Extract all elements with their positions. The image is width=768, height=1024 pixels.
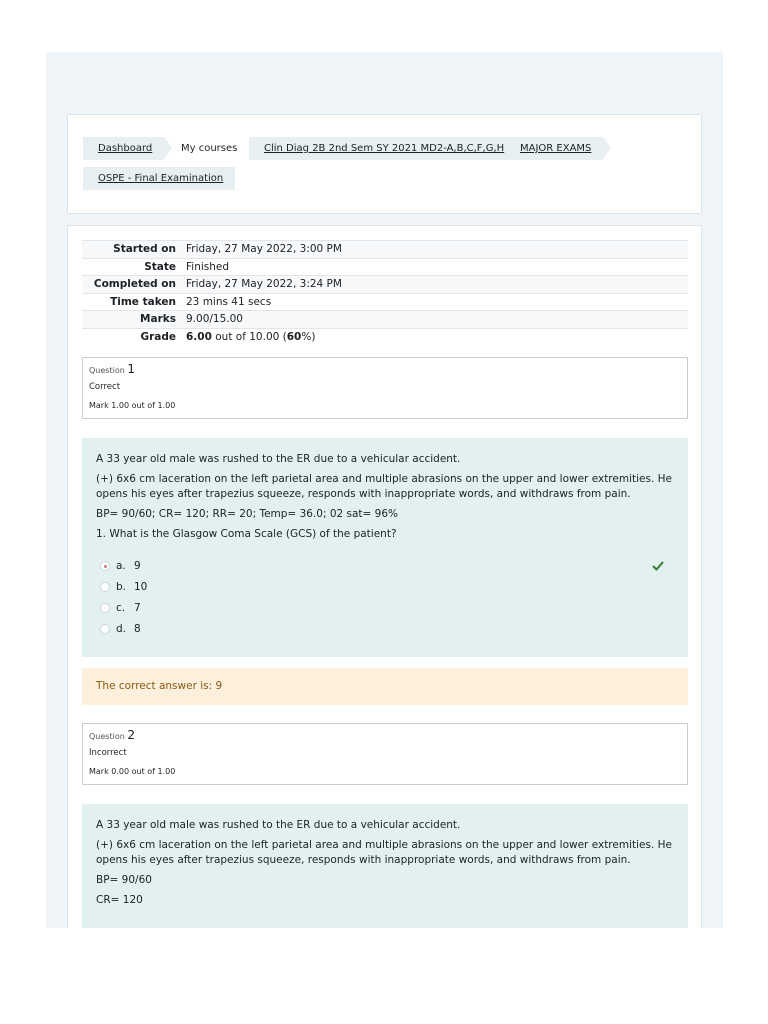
question-number — [89, 728, 681, 742]
quiz-review-card — [67, 225, 702, 928]
summary-row — [82, 311, 688, 329]
answer-option-a[interactable] — [96, 556, 674, 577]
question-text-line: A 33 year old male was rushed to the ER due to a vehicular accident. — [96, 819, 461, 831]
question-grade: Mark 1.00 out of 1.00 — [89, 401, 176, 410]
question-label: Question — [89, 366, 125, 375]
question-2-info — [82, 723, 688, 785]
grade-value — [182, 328, 688, 346]
question-state: Incorrect — [89, 748, 127, 758]
summary-key: Started on — [82, 241, 182, 259]
summary-key: Completed on — [82, 276, 182, 294]
summary-key: Time taken — [82, 293, 182, 311]
question-text-line: A 33 year old male was rushed to the ER due to a vehicular accident. — [96, 453, 461, 465]
breadcrumb-my-courses: My courses — [181, 143, 238, 154]
breadcrumb-major-exams[interactable]: MAJOR EXAMS — [505, 137, 603, 160]
breadcrumb-card — [67, 114, 702, 214]
summary-value: 9.00/15.00 — [182, 311, 688, 329]
answer-text: 7 — [134, 602, 141, 614]
radio-icon[interactable] — [100, 624, 110, 634]
answer-letter: a. — [116, 560, 126, 572]
summary-value: 23 mins 41 secs — [182, 293, 688, 311]
correct-check-icon — [652, 560, 664, 572]
summary-value: Friday, 27 May 2022, 3:00 PM — [182, 241, 688, 259]
question-2-content — [82, 804, 688, 928]
grade-out-of: out of 10.00 ( — [211, 331, 287, 343]
summary-key: Grade — [82, 328, 182, 346]
summary-value: Finished — [182, 258, 688, 276]
grade-score: 6.00 — [186, 331, 212, 343]
question-1-feedback: The correct answer is: 9 — [82, 668, 688, 705]
answer-text: 8 — [134, 623, 141, 635]
answer-letter: c. — [116, 602, 126, 614]
radio-selected-icon[interactable] — [100, 561, 110, 571]
summary-row — [82, 258, 688, 276]
summary-row — [82, 276, 688, 294]
answer-list — [96, 556, 674, 640]
question-text-line: BP= 90/60; CR= 120; RR= 20; Temp= 36.0; 02 sat= 96% — [96, 508, 399, 520]
question-text-line: (+) 6x6 cm laceration on the left parietal area and multiple abrasions on the upper and lower extremities. He opens his eyes after trapezius squeeze, responds with inappropriate words, and withdraws from pain. — [96, 473, 672, 500]
breadcrumb-dashboard[interactable]: Dashboard — [83, 137, 164, 160]
page-region — [46, 52, 723, 928]
summary-value: Friday, 27 May 2022, 3:24 PM — [182, 276, 688, 294]
question-label: Question — [89, 732, 125, 741]
breadcrumb-ospe-final[interactable]: OSPE - Final Examination — [83, 167, 235, 190]
question-grade: Mark 0.00 out of 1.00 — [89, 767, 176, 776]
summary-row-grade — [82, 328, 688, 346]
question-text-line: CR= 120 — [96, 894, 143, 906]
summary-row — [82, 293, 688, 311]
attempt-summary-table — [82, 240, 688, 346]
answer-letter: b. — [116, 581, 127, 593]
question-prompt: 1. What is the Glasgow Coma Scale (GCS) of the patient? — [96, 528, 397, 540]
question-number-value: 2 — [127, 728, 135, 742]
answer-option-c[interactable] — [96, 598, 674, 619]
question-text-line: BP= 90/60 — [96, 874, 152, 886]
question-state: Correct — [89, 382, 121, 392]
answer-letter: d. — [116, 623, 127, 635]
summary-key: Marks — [82, 311, 182, 329]
grade-suffix: %) — [301, 331, 316, 343]
answer-option-b[interactable] — [96, 577, 674, 598]
question-1-info — [82, 357, 688, 419]
question-number — [89, 362, 681, 376]
radio-icon[interactable] — [100, 582, 110, 592]
question-1-content — [82, 438, 688, 657]
answer-text: 10 — [134, 581, 148, 593]
question-text-line: (+) 6x6 cm laceration on the left parietal area and multiple abrasions on the upper and lower extremities. He opens his eyes after trapezius squeeze, responds with inappropriate words, and withdraws from pain. — [96, 839, 672, 866]
answer-option-d[interactable] — [96, 619, 674, 640]
answer-text: 9 — [134, 560, 141, 572]
radio-icon[interactable] — [100, 603, 110, 613]
question-number-value: 1 — [127, 362, 135, 376]
summary-key: State — [82, 258, 182, 276]
summary-row — [82, 241, 688, 259]
grade-percent: 60 — [286, 331, 302, 343]
breadcrumb-course[interactable]: Clin Diag 2B 2nd Sem SY 2021 MD2-A,B,C,F,G,H — [249, 137, 516, 160]
